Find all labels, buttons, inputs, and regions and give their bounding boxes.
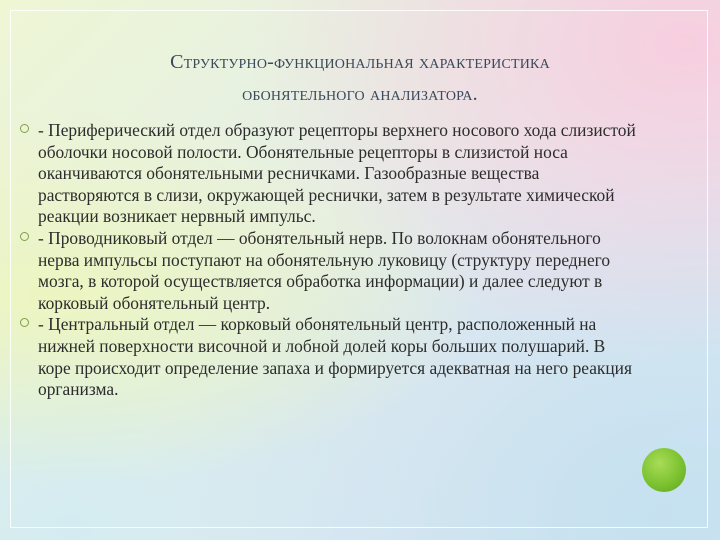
bullet-circle-icon (20, 318, 29, 327)
green-circle-decoration (642, 448, 686, 492)
bullet-text: - Периферический отдел образуют рецепторы верхнего носового хода слизистой оболочки носовой полости. Обонятельные рецепторы в слизистой носа оканчиваются обонятельными ресничками. Газообразные вещества растворяются в слизи, окружающей реснички, затем в результате химической реакции возникает нервный импульс. (38, 120, 636, 227)
title-line-1: Структурно-функциональная характеристика (170, 51, 550, 73)
bullet-list (20, 120, 640, 401)
bullet-item-conductive (20, 228, 640, 314)
title-line-2: обонятельного анализатора. (242, 83, 478, 105)
bullet-item-peripheral (20, 120, 640, 228)
bullet-text: - Проводниковый отдел — обонятельный нерв. По волокнам обонятельного нерва импульсы поступают на обонятельную луковицу (структуру переднего мозга, в которой осуществляется обработка информации) и далее следуют в корковый обонятельный центр. (38, 227, 611, 313)
bullet-item-central (20, 314, 640, 400)
bullet-text: - Центральный отдел — корковый обонятельный центр, расположенный на нижней поверхности височной и лобной долей коры больших полушарий. В коре происходит определение запаха и формируется адекватная на него реакция организма. (38, 314, 632, 400)
bullet-circle-icon (20, 124, 29, 133)
bullet-circle-icon (20, 232, 29, 241)
slide-title (0, 46, 720, 110)
